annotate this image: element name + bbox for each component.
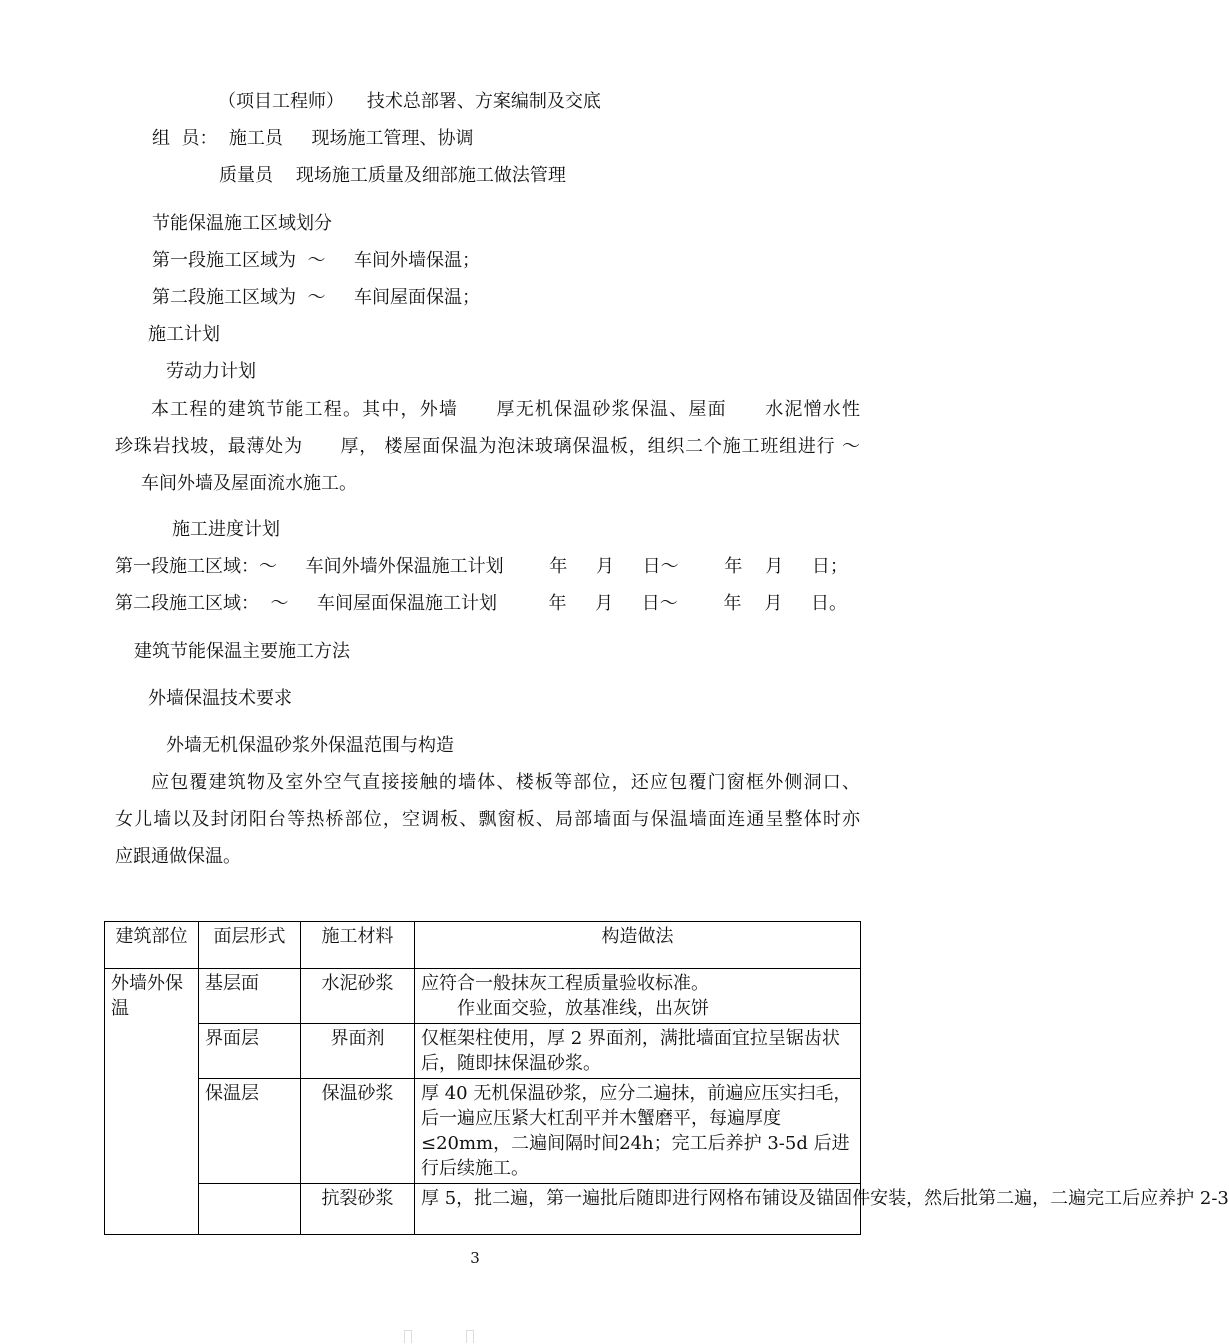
construction-spec-table [104,921,1229,1235]
member-quality-line: 质量员 现场施工质量及细部施工做法管理 [219,165,566,186]
method-cell: 仅框架柱使用，厚 2 界面剂，满批墙面宜拉呈锯齿状后，随即抹保温砂浆。 [415,1024,861,1079]
schedule-zone-one: 第一段施工区域：～ 车间外墙外保温施工计划 年 月 日～ 年 月 日； [115,556,848,577]
section-heading-wall-scope: 外墙无机保温砂浆外保温范围与构造 [166,735,454,756]
section-heading-wall-req: 外墙保温技术要求 [148,688,292,709]
table-row [105,1024,861,1079]
scope-paragraph-line-1: 应包覆建筑物及室外空气直接接触的墙体、楼板等部位，还应包覆门窗框外侧洞口、 [151,772,860,793]
labor-paragraph-line-3: 车间外墙及屋面流水施工。 [141,473,357,494]
layer-cell: 基层面 [199,969,301,1024]
header-building-part: 建筑部位 [105,922,199,969]
scan-artifact [404,1330,412,1343]
layer-cell [199,1184,301,1235]
labor-paragraph-line-1: 本工程的建筑节能工程。其中，外墙 厚无机保温砂浆保温、屋面 水泥憎水性 [151,399,860,420]
header-layer-type: 面层形式 [199,922,301,969]
method-cell: 厚 40 无机保温砂浆，应分二遍抹，前遍应压实扫毛，后一遍应压紧大杠刮平并木蟹磨平，每遍厚度≤20mm，二遍间隔时间24h；完工后养护 3-5d 后进行后续施工。 [415,1079,861,1184]
method-cell: 厚 5，批二遍，第一遍批后随即进行网格布铺设及锚固件安装，然后批第二遍，二遍完工后应养护 2-3 [415,1184,861,1235]
labor-paragraph-line-2: 珍珠岩找坡，最薄处为 厚， 楼屋面保温为泡沫玻璃保温板，组织二个施工班组进行 ～ [115,436,860,457]
role-engineer-line: （项目工程师） 技术总部署、方案编制及交底 [218,91,601,112]
zone-one-line: 第一段施工区域为 ～ 车间外墙保温； [152,250,481,271]
section-heading-zones: 节能保温施工区域划分 [152,213,332,234]
scope-paragraph-line-2: 女儿墙以及封闭阳台等热桥部位，空调板、飘窗板、局部墙面与保温墙面连通呈整体时亦 [115,809,860,830]
material-cell: 保温砂浆 [301,1079,415,1184]
table-header-row [105,922,861,969]
scan-artifact [466,1330,474,1343]
section-heading-schedule: 施工进度计划 [172,519,280,540]
material-cell: 抗裂砂浆 [301,1184,415,1235]
material-cell: 水泥砂浆 [301,969,415,1024]
building-part-cell: 外墙外保温 [105,969,199,1235]
section-heading-methods: 建筑节能保温主要施工方法 [134,641,350,662]
scope-paragraph-line-3: 应跟通做保温。 [115,846,241,867]
layer-cell: 保温层 [199,1079,301,1184]
layer-cell: 界面层 [199,1024,301,1079]
table-row [105,1079,861,1184]
table-row [105,969,861,1024]
material-cell: 界面剂 [301,1024,415,1079]
member-constructor-line: 组 员： 施工员 现场施工管理、协调 [152,128,474,149]
zone-two-line: 第二段施工区域为 ～ 车间屋面保温； [152,287,481,308]
method-cell: 应符合一般抹灰工程质量验收标准。 作业面交验，放基准线，出灰饼 [415,969,861,1024]
section-heading-labor: 劳动力计划 [166,361,256,382]
header-material: 施工材料 [301,922,415,969]
table-row [105,1184,861,1235]
schedule-zone-two: 第二段施工区域： ～ 车间屋面保温施工计划 年 月 日～ 年 月 日。 [115,593,848,614]
section-heading-plan: 施工计划 [148,324,220,345]
page-number: 3 [470,1249,480,1267]
header-method: 构造做法 [415,922,861,969]
